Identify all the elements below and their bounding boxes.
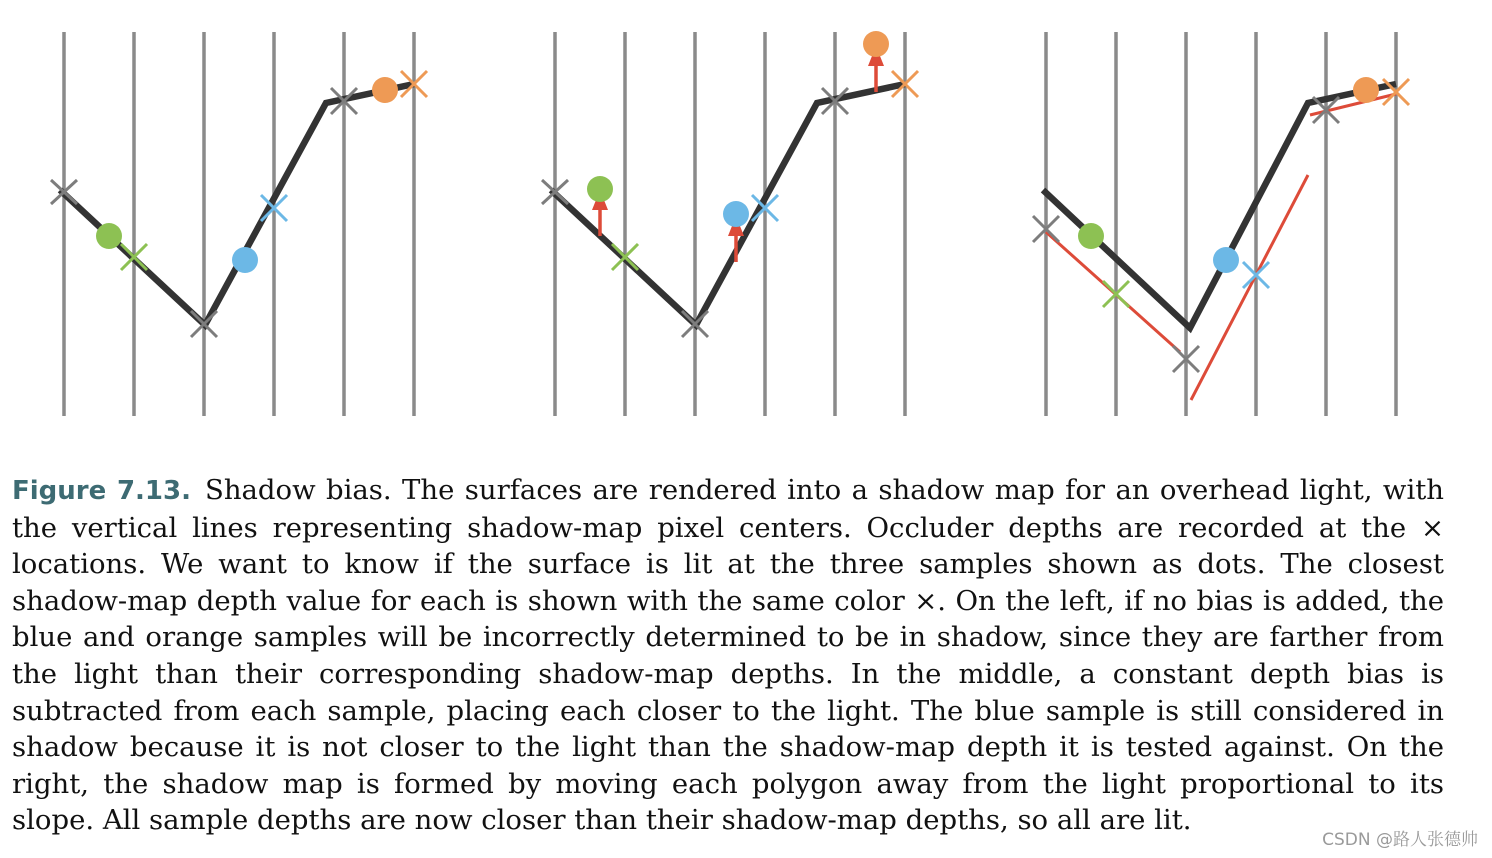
figure-caption (12, 472, 1444, 839)
sample-dot-orange (372, 77, 398, 103)
pixel-center-lines (64, 32, 414, 416)
sample-dot-blue (232, 247, 258, 273)
sample-dot-green (587, 176, 613, 202)
panel-constant-bias (542, 31, 918, 416)
sample-dot-orange (863, 31, 889, 57)
panel-no-bias (51, 32, 427, 416)
sample-dot-blue (723, 201, 749, 227)
surface-polyline (1043, 84, 1396, 328)
pixel-center-lines (1046, 32, 1396, 416)
surface-polyline (60, 84, 414, 325)
watermark: CSDN @路人张德帅 (1322, 830, 1478, 850)
figure-label: Figure 7.13. (12, 476, 191, 506)
panel-slope-scale-bias (1033, 32, 1409, 416)
offset-surface-lines (1046, 94, 1396, 400)
sample-dot-green (1078, 223, 1104, 249)
sample-dot-blue (1213, 247, 1239, 273)
sample-dot-green (96, 223, 122, 249)
sample-dot-orange (1353, 77, 1379, 103)
caption-text: Shadow bias. The surfaces are rendered into a shadow map for an overhead light, with the vertical lines representing shadow-map pixel centers. Occluder depths are recorded at the × locations. We want to know if the surface is lit at the three samples shown as dots. The closest shadow-map depth value for each is shown with the same color ×. On the left, if no bias is added, the blue and orange samples will be incorrectly determined to be in shadow, since they are farther from the light than their corresponding shadow-map depths. In the middle, a constant depth bias is subtracted from each sample, placing each closer to the light. The blue sample is still considered in shadow because it is not closer to the light than the shadow-map depth it is tested against. On the right, the shadow map is formed by moving each polygon away from the light proportional to its slope. All sample depths are now closer than their shadow-map depths, so all are lit. (12, 474, 1445, 837)
